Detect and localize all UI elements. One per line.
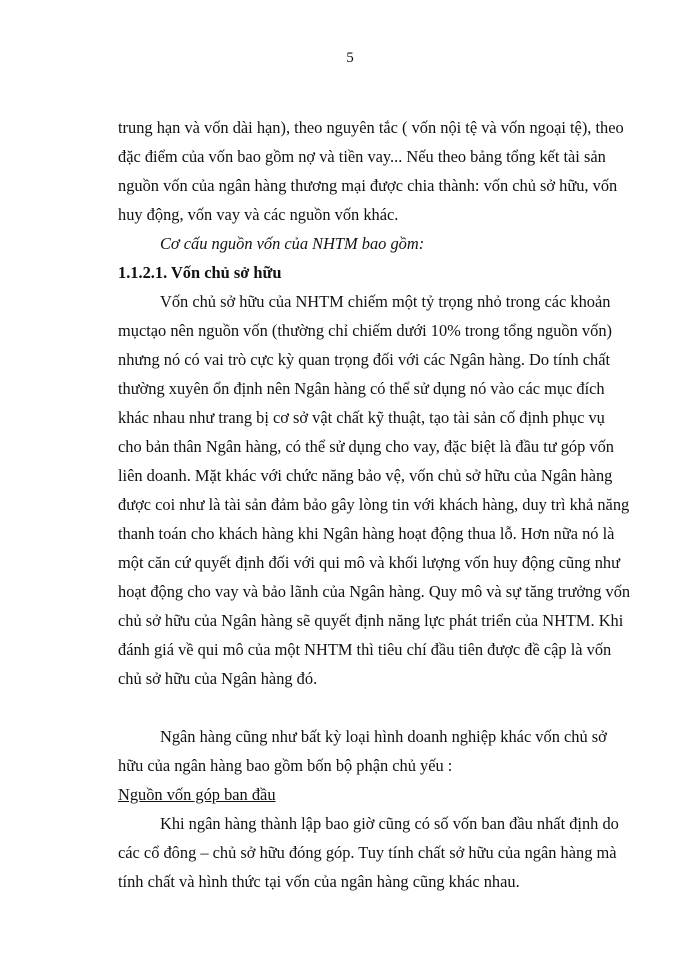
section-heading: 1.1.2.1. Vốn chủ sở hữu bbox=[118, 263, 282, 282]
subheading-initial-capital: Nguồn vốn góp ban đầu bbox=[118, 785, 276, 804]
text-line: đánh giá về qui mô của một NHTM thì tiêu chí đầu tiên được đề cập là vốn bbox=[118, 640, 612, 659]
paragraph-components bbox=[118, 722, 607, 780]
text-line: chủ sở hữu của Ngân hàng đó. bbox=[118, 669, 318, 688]
text-line: đặc điểm của vốn bao gồm nợ và tiền vay... Nếu theo bảng tổng kết tài sản bbox=[118, 147, 606, 166]
paragraph-continued bbox=[118, 113, 624, 229]
text-line: Vốn chủ sở hữu của NHTM chiếm một tỷ trọng nhỏ trong các khoản bbox=[160, 292, 611, 311]
document-body bbox=[118, 113, 631, 896]
text-line: chủ sở hữu của Ngân hàng sẽ quyết định năng lực phát triển của NHTM. Khi bbox=[118, 611, 624, 630]
page-number: 5 bbox=[346, 50, 354, 66]
paragraph-equity bbox=[118, 287, 631, 693]
text-line: huy động, vốn vay và các nguồn vốn khác. bbox=[118, 205, 399, 224]
text-line: một căn cứ quyết định đối với qui mô và khối lượng vốn huy động cũng như bbox=[118, 553, 620, 572]
text-line: khác nhau như trang bị cơ sở vật chất kỹ thuật, tạo tài sản cố định phục vụ bbox=[118, 408, 605, 427]
paragraph-spacer bbox=[118, 693, 582, 722]
text-line: Ngân hàng cũng như bất kỳ loại hình doanh nghiệp khác vốn chủ sở bbox=[160, 727, 607, 746]
italic-intro-line: Cơ cấu nguồn vốn của NHTM bao gồm: bbox=[160, 234, 425, 253]
text-line: các cổ đông – chủ sở hữu đóng góp. Tuy tính chất sở hữu của ngân hàng mà bbox=[118, 843, 617, 862]
text-line: mụctạo nên nguồn vốn (thường chỉ chiếm dưới 10% trong tổng nguồn vốn) bbox=[118, 321, 612, 340]
text-line: tính chất và hình thức tại vốn của ngân hàng cũng khác nhau. bbox=[118, 872, 520, 891]
text-line: trung hạn và vốn dài hạn), theo nguyên tắc ( vốn nội tệ và vốn ngoại tệ), theo bbox=[118, 118, 624, 137]
text-line: hoạt động cho vay và bảo lãnh của Ngân hàng. Quy mô và sự tăng trưởng vốn bbox=[118, 582, 631, 601]
text-line: liên doanh. Mặt khác với chức năng bảo vệ, vốn chủ sở hữu của Ngân hàng bbox=[118, 466, 613, 485]
text-line: Khi ngân hàng thành lập bao giờ cũng có số vốn ban đầu nhất định do bbox=[160, 814, 619, 833]
text-line: cho bản thân Ngân hàng, có thể sử dụng cho vay, đặc biệt là đầu tư góp vốn bbox=[118, 437, 615, 456]
text-line: hữu của ngân hàng bao gồm bốn bộ phận chủ yếu : bbox=[118, 756, 453, 775]
text-line: thanh toán cho khách hàng khi Ngân hàng hoạt động thua lỗ. Hơn nữa nó là bbox=[118, 524, 615, 543]
text-line: nhưng nó có vai trò cực kỳ quan trọng đối với các Ngân hàng. Do tính chất bbox=[118, 350, 611, 369]
paragraph-initial-capital bbox=[118, 809, 619, 896]
text-line: thường xuyên ổn định nên Ngân hàng có thể sử dụng nó vào các mục đích bbox=[118, 379, 605, 398]
text-line: được coi như là tài sản đảm bảo gây lòng tin với khách hàng, duy trì khả năng bbox=[118, 495, 630, 514]
text-line: nguồn vốn của ngân hàng thương mại được chia thành: vốn chủ sở hữu, vốn bbox=[118, 176, 618, 195]
